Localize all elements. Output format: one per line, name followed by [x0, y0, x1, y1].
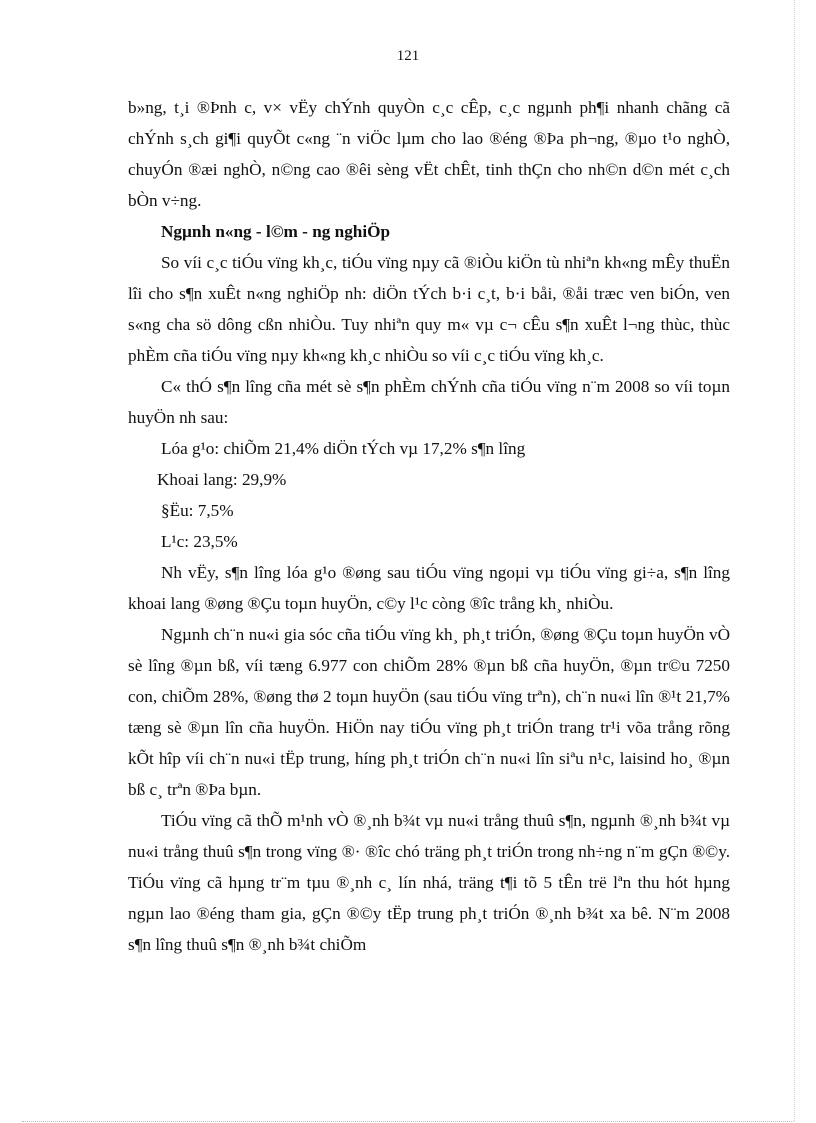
list-item-beans: §Ëu: 7,5% [161, 501, 234, 520]
page-bottom-border [22, 1121, 794, 1122]
section-heading: Ngµnh n«ng - l©m - ng nghiÖp [161, 222, 391, 241]
paragraph-5: Ngµnh ch¨n nu«i gia sóc cña tiÓu vïng kh¸ ph¸t triÓn, ®øng ®Çu toµn huyÖn vÒ sè lîng ®µn bß, víi tæng 6.977 con chiÕm 28% ®µn bß cña huyÖn, ®µn tr©u 7250 con, chiÕm 28%, ®øng thø 2 toµn huyÖn (sau tiÓu vïng trªn), ch¨n nu«i lîn ®¹t 21,7% tæng sè ®µn lîn cña huyÖn. HiÖn nay tiÓu vïng ph¸t triÓn trang tr¹i võa trång rõng kÕt hîp víi ch¨n nu«i tËp trung, híng ph¸t triÓn ch¨n nu«i lîn siªu n¹c, laisind ho¸ ®µn bß c¸ trªn ®Þa bµn. [128, 625, 730, 799]
paragraph-1: b»ng, t¸i ®Þnh c, v× vËy chÝnh quyÒn c¸c cÊp, c¸c ngµnh ph¶i nhanh chãng cã chÝnh s¸ch gi¶i quyÕt c«ng ¨n viÖc lµm cho lao ®éng ®Þa ph¬ng, ®µo t¹o nghÒ, chuyÓn ®æi nghÒ, n©ng cao ®êi sèng vËt chÊt, tinh thÇn cho nh©n d©n mét c¸ch bÒn v÷ng. [128, 98, 730, 210]
document-body [128, 92, 730, 960]
paragraph-4: Nh vËy, s¶n lîng lóa g¹o ®øng sau tiÓu vïng ngoµi vµ tiÓu vïng gi÷a, s¶n lîng khoai lang ®øng ®Çu toµn huyÖn, c©y l¹c còng ®îc trång kh¸ nhiÒu. [128, 563, 730, 613]
paragraph-3: C« thÓ s¶n lîng cña mét sè s¶n phÈm chÝnh cña tiÓu vïng n¨m 2008 so víi toµn huyÖn nh sau: [128, 377, 730, 427]
paragraph-6: TiÓu vïng cã thÕ m¹nh vÒ ®¸nh b¾t vµ nu«i trång thuû s¶n, ngµnh ®¸nh b¾t vµ nu«i trång thuû s¶n trong vïng ®· ®îc chó träng ph¸t triÓn trong nh÷ng n¨m gÇn ®©y. TiÓu vïng cã hµng tr¨m tµu ®¸nh c¸ lín nhá, träng t¶i tõ 5 tÊn trë lªn thu hót hµng ngµn lao ®éng tham gia, gÇn ®©y tËp trung ph¸t triÓn ®¸nh b¾t xa bê. N¨m 2008 s¶n lîng thuû s¶n ®¸nh b¾t chiÕm [128, 811, 730, 954]
page-right-border [794, 0, 795, 1121]
paragraph-2: So víi c¸c tiÓu vïng kh¸c, tiÓu vïng nµy cã ®iÒu kiÖn tù nhiªn kh«ng mÊy thuËn lîi cho s¶n xuÊt n«ng nghiÖp nh: diÖn tÝch b·i c¸t, b·i båi, ®åi træc ven biÓn, ven s«ng cha sö dông cßn nhiÒu. Tuy nhiªn quy m« vµ c¬ cÊu s¶n xuÊt l¬ng thùc, thùc phÈm cña tiÓu vïng nµy kh«ng kh¸c nhiÒu so víi c¸c tiÓu vïng kh¸c. [128, 253, 730, 365]
list-item-rice: Lóa g¹o: chiÕm 21,4% diÖn tÝch vµ 17,2% s¶n lîng [161, 439, 526, 458]
page-number: 121 [396, 48, 420, 64]
list-item-peanut: L¹c: 23,5% [161, 532, 238, 551]
list-item-sweet-potato: Khoai lang: 29,9% [157, 470, 287, 489]
